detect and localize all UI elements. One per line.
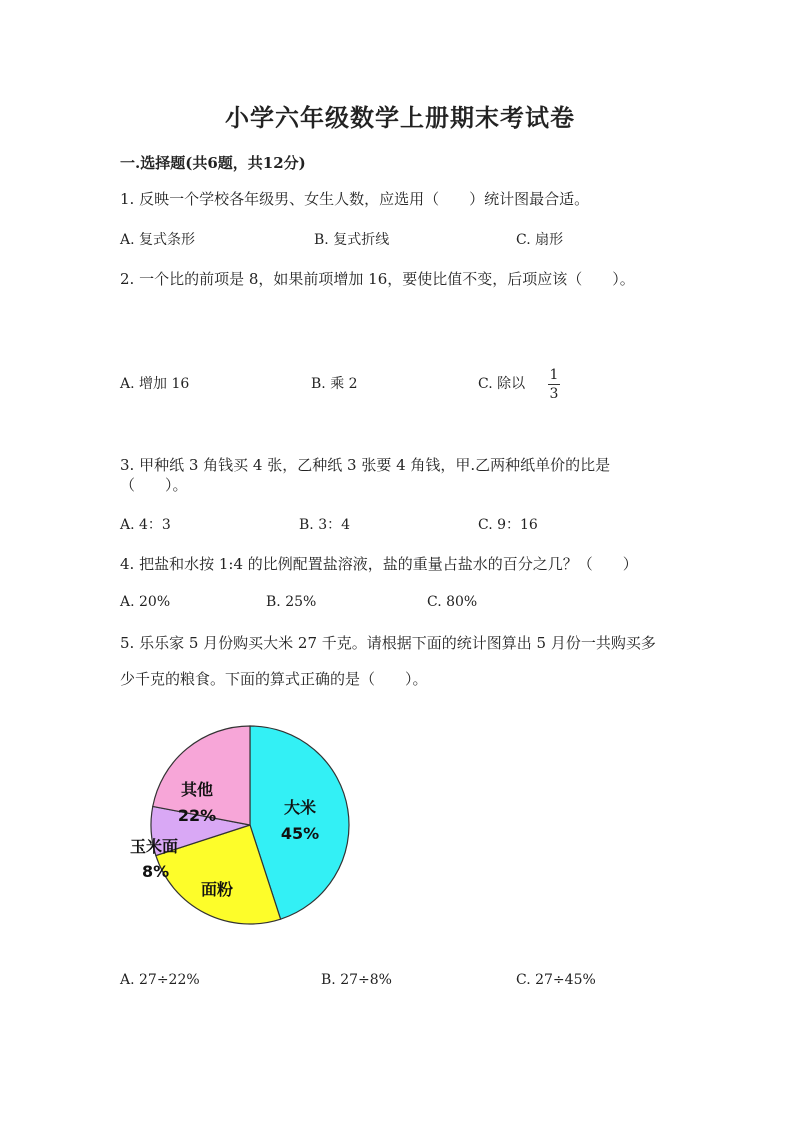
pie-slices bbox=[151, 726, 349, 924]
q2-option-a[interactable]: A. 增加 16 bbox=[120, 376, 190, 392]
slice-other-label: 其他 bbox=[180, 780, 214, 799]
q3-option-c[interactable]: C. 9：16 bbox=[478, 517, 538, 533]
fraction-numerator: 1 bbox=[549, 367, 559, 383]
question-3-line-2: （ ）。 bbox=[120, 476, 188, 494]
q2-option-b[interactable]: B. 乘 2 bbox=[311, 376, 358, 392]
question-4: 4. 把盐和水按 1:4 的比例配置盐溶液，盐的重量占盐水的百分之几？（ ） bbox=[120, 555, 638, 573]
slice-cornmeal-percent: 8% bbox=[142, 862, 170, 881]
fraction-denominator: 3 bbox=[549, 386, 559, 402]
slice-other-percent: 22% bbox=[177, 806, 217, 825]
slice-rice-label: 大米 bbox=[283, 798, 317, 817]
q4-option-b[interactable]: B. 25% bbox=[266, 594, 317, 610]
q1-option-c[interactable]: C. 扇形 bbox=[516, 232, 564, 248]
pie-chart bbox=[118, 720, 358, 935]
q3-option-b[interactable]: B. 3：4 bbox=[299, 517, 351, 533]
slice-cornmeal-label: 玉米面 bbox=[129, 837, 179, 856]
fraction-bar bbox=[548, 384, 560, 385]
question-5-line-1: 5. 乐乐家 5 月份购买大米 27 千克。请根据下面的统计图算出 5 月份一共购买多 bbox=[120, 634, 656, 652]
q1-option-a[interactable]: A. 复式条形 bbox=[120, 232, 196, 248]
fraction-one-third bbox=[548, 368, 560, 401]
q5-option-b[interactable]: B. 27÷8% bbox=[321, 972, 392, 988]
q5-option-c[interactable]: C. 27÷45% bbox=[516, 972, 596, 988]
page-title: 小学六年级数学上册期末考试卷 bbox=[225, 103, 575, 132]
q4-option-a[interactable]: A. 20% bbox=[120, 594, 171, 610]
q3-option-a[interactable]: A. 4：3 bbox=[120, 517, 171, 533]
section-heading: 一.选择题(共6题，共12分) bbox=[120, 154, 306, 172]
slice-flour-label: 面粉 bbox=[200, 880, 234, 899]
q4-option-c[interactable]: C. 80% bbox=[427, 594, 478, 610]
question-3-line-1: 3. 甲种纸 3 角钱买 4 张，乙种纸 3 张要 4 角钱，甲.乙两种纸单价的比是 bbox=[120, 456, 611, 474]
slice-rice-percent: 45% bbox=[280, 824, 320, 843]
question-2: 2. 一个比的前项是 8，如果前项增加 16，要使比值不变，后项应该（ ）。 bbox=[120, 270, 635, 288]
q1-option-b[interactable]: B. 复式折线 bbox=[314, 232, 390, 248]
q2-option-c[interactable]: C. 除以 bbox=[478, 376, 526, 392]
q5-option-a[interactable]: A. 27÷22% bbox=[120, 972, 200, 988]
question-5-line-2: 少千克的粮食。下面的算式正确的是（ ）。 bbox=[120, 670, 428, 688]
question-1: 1. 反映一个学校各年级男、女生人数，应选用（ ）统计图最合适。 bbox=[120, 190, 590, 208]
